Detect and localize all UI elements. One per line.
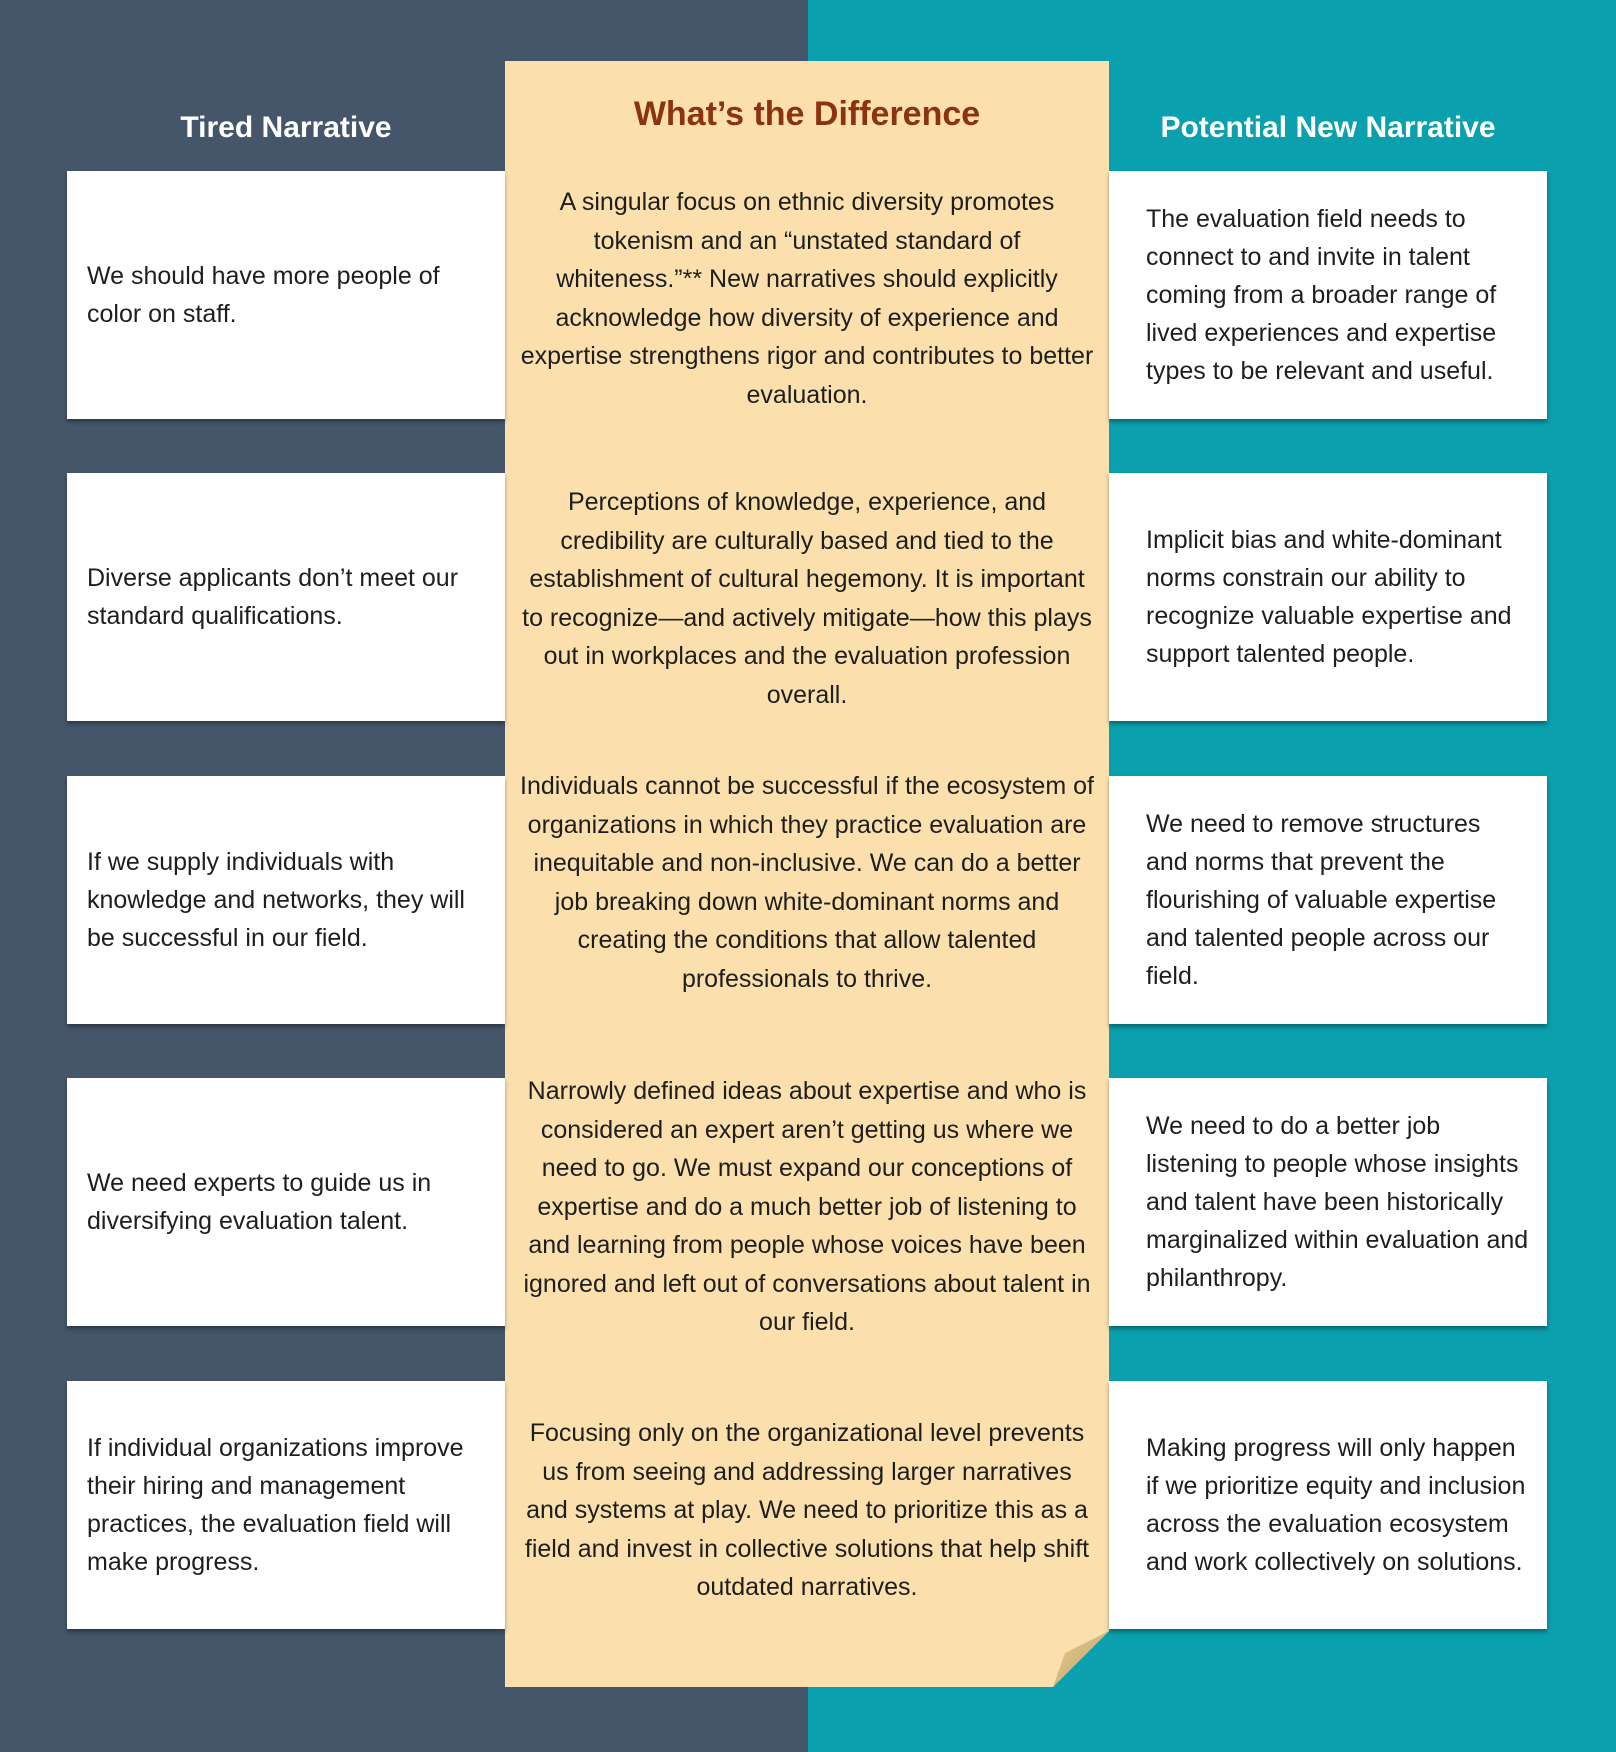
- potential-card: [1109, 776, 1547, 1024]
- tired-card: [67, 1381, 505, 1629]
- difference-text: Perceptions of knowledge, experience, and credibility are culturally based and tied to the establishment of cultural hegemony. It is important to recognize—and actively mitigate—how this plays out in workplaces and the evaluation profession overall.: [522, 488, 1092, 709]
- potential-card: [1109, 1381, 1547, 1629]
- tired-card: [67, 1078, 505, 1326]
- tired-text: If individual organizations improve their hiring and management practices, the evaluation field will make progress.: [87, 1434, 464, 1576]
- potential-card: [1109, 171, 1547, 419]
- difference-text: Individuals cannot be successful if the ecosystem of organizations in which they practice evaluation are inequitable and non-inclusive. We can do a better job breaking down white-dominant norms and creating the conditions that allow talented professionals to thrive.: [520, 772, 1094, 993]
- tired-text: We should have more people of color on staff.: [87, 262, 440, 328]
- tired-text: If we supply individuals with knowledge and networks, they will be successful in our field.: [87, 848, 465, 952]
- potential-text: Making progress will only happen if we prioritize equity and inclusion across the evaluation ecosystem and work collectively on solutions.: [1146, 1434, 1526, 1576]
- tired-card: [67, 776, 505, 1024]
- potential-card: [1109, 473, 1547, 721]
- tired-card: [67, 473, 505, 721]
- potential-narrative-header: Potential New Narrative: [1160, 111, 1496, 144]
- tired-text: Diverse applicants don’t meet our standard qualifications.: [87, 564, 459, 630]
- difference-header: What’s the Difference: [633, 95, 981, 133]
- difference-text: Narrowly defined ideas about expertise and who is considered an expert aren’t getting us where we need to go. We must expand our conceptions of expertise and do a much better job of listening to and learning from people whose voices have been ignored and left out of conversations about talent in our field.: [523, 1077, 1091, 1336]
- potential-card: [1109, 1078, 1547, 1326]
- difference-text: A singular focus on ethnic diversity promotes tokenism and an “unstated standard of whiteness.”** New narratives should explicitly acknowledge how diversity of experience and expertise strengthens rigor and contributes to better evaluation.: [520, 188, 1094, 409]
- tired-card: [67, 171, 505, 419]
- potential-text: We need to do a better job listening to people whose insights and talent have been historically marginalized within evaluation and philanthropy.: [1146, 1112, 1529, 1292]
- tired-narrative-header: Tired Narrative: [180, 111, 392, 144]
- tired-text: We need experts to guide us in diversifying evaluation talent.: [87, 1169, 432, 1235]
- difference-text: Focusing only on the organizational level prevents us from seeing and addressing larger narratives and systems at play. We need to prioritize this as a field and invest in collective solutions that help shift outdated narratives.: [524, 1419, 1090, 1601]
- potential-text: Implicit bias and white-dominant norms constrain our ability to recognize valuable expertise and support talented people.: [1146, 526, 1512, 668]
- potential-text: The evaluation field needs to connect to and invite in talent coming from a broader range of lived experiences and expertise types to be relevant and useful.: [1146, 205, 1497, 385]
- potential-text: We need to remove structures and norms that prevent the flourishing of valuable expertise and talented people across our field.: [1146, 810, 1497, 990]
